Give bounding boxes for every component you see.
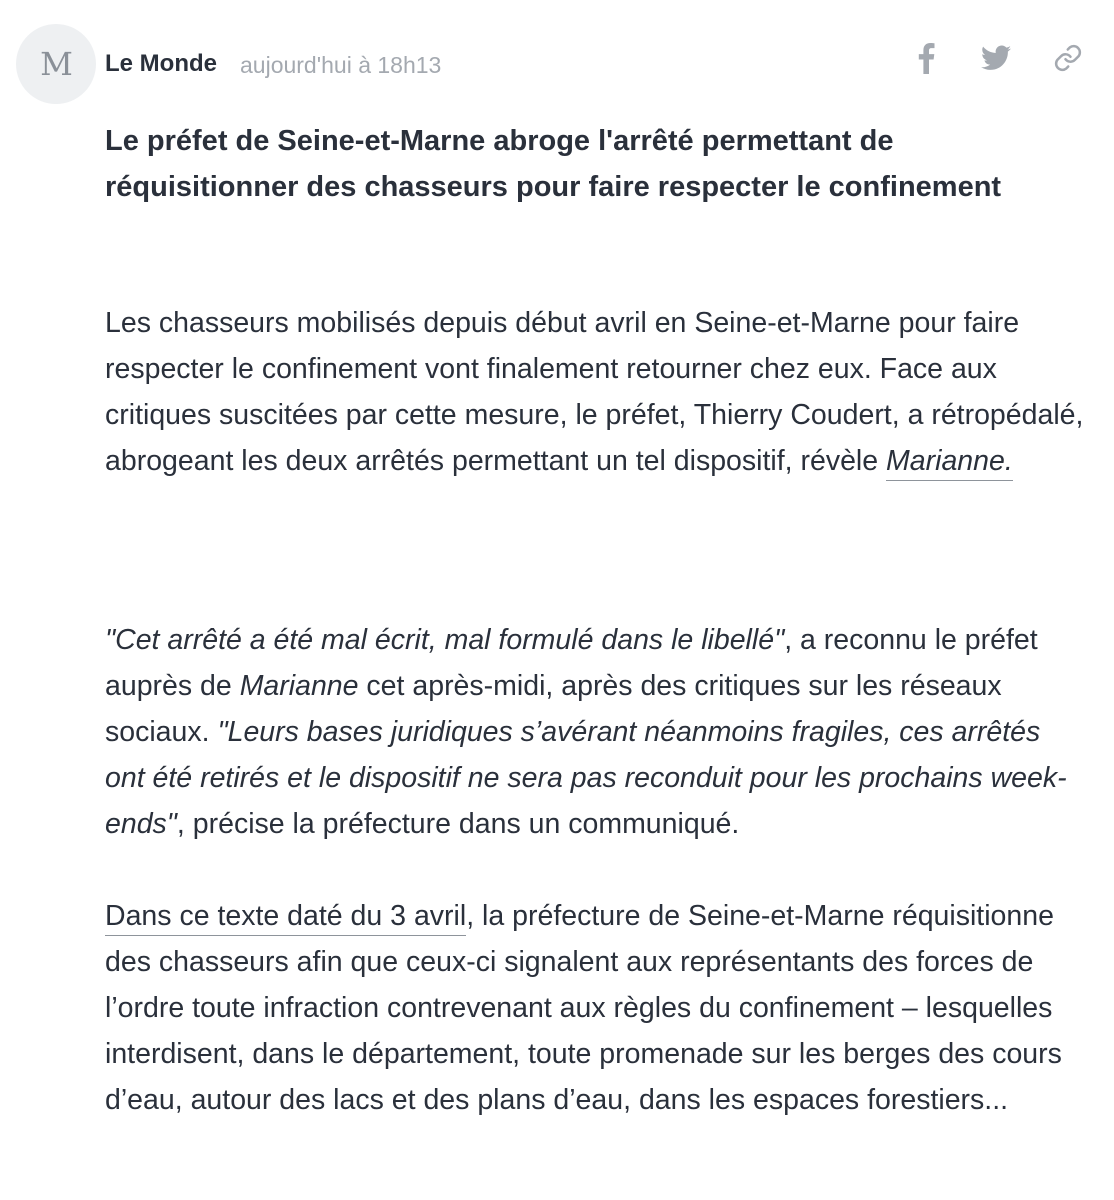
paragraph-2 (105, 617, 1085, 847)
source-name[interactable]: Le Monde (105, 50, 217, 77)
post-header (0, 0, 1114, 110)
post-timestamp: aujourd'hui à 18h13 (240, 52, 442, 78)
marianne-mention: Marianne (239, 670, 359, 702)
post-headline (105, 118, 1065, 210)
marianne-link[interactable] (886, 445, 1013, 481)
paragraph-1-text: Les chasseurs mobilisés depuis début avril en Seine-et-Marne pour faire respecter le confinement vont finalement retourner chez eux. Face aux critiques suscitées par cette mesure, le préfet, Thierry Coudert, a rétropédalé, abrogeant les deux arrêtés permettant un tel dispositif, révèle (105, 307, 1084, 477)
paragraph-3 (105, 893, 1085, 1123)
arrete-text-link[interactable]: Dans ce texte daté du 3 avril (105, 900, 466, 936)
paragraph-2-text-3: , précise la préfecture dans un communiqué. (176, 808, 740, 840)
prefet-quote: "Cet arrêté a été mal écrit, mal formulé dans le libellé" (105, 624, 785, 656)
le-monde-logo-icon: M (40, 45, 72, 83)
facebook-icon (917, 42, 935, 74)
paragraph-3-text: , la préfecture de Seine-et-Marne réquisitionne des chasseurs afin que ceux-ci signalent aux représentants des forces de l’ordre toute infraction contrevenant aux règles du confinement – lesquelles interdisent, dans le département, toute promenade sur les berges des cours d’eau, autour des lacs et des plans d’eau, dans les espaces forestiers... (105, 900, 1062, 1116)
share-twitter-button[interactable] (978, 40, 1014, 76)
marianne-link-text: Marianne. (886, 445, 1013, 477)
twitter-icon (981, 45, 1011, 71)
prefecture-quote: "Leurs bases juridiques s’avérant néanmoins fragiles, ces arrêtés ont été retirés et le dispositif ne sera pas reconduit pour les prochains week-ends" (105, 716, 1067, 840)
paragraph-2-text-2: cet après-midi, après des critiques sur les réseaux sociaux. (105, 670, 1002, 748)
source-avatar[interactable] (16, 24, 96, 104)
share-facebook-button[interactable] (908, 40, 944, 76)
headline-line-1: Le préfet de Seine-et-Marne abroge l'arrêté permettant de (105, 125, 894, 157)
copy-link-button[interactable] (1050, 40, 1086, 76)
paragraph-2-text-1: , a reconnu le préfet auprès de (105, 624, 1038, 702)
headline-line-2: réquisitionner des chasseurs pour faire respecter le confinement (105, 171, 1002, 203)
paragraph-1 (105, 300, 1085, 484)
link-icon (1053, 43, 1083, 73)
